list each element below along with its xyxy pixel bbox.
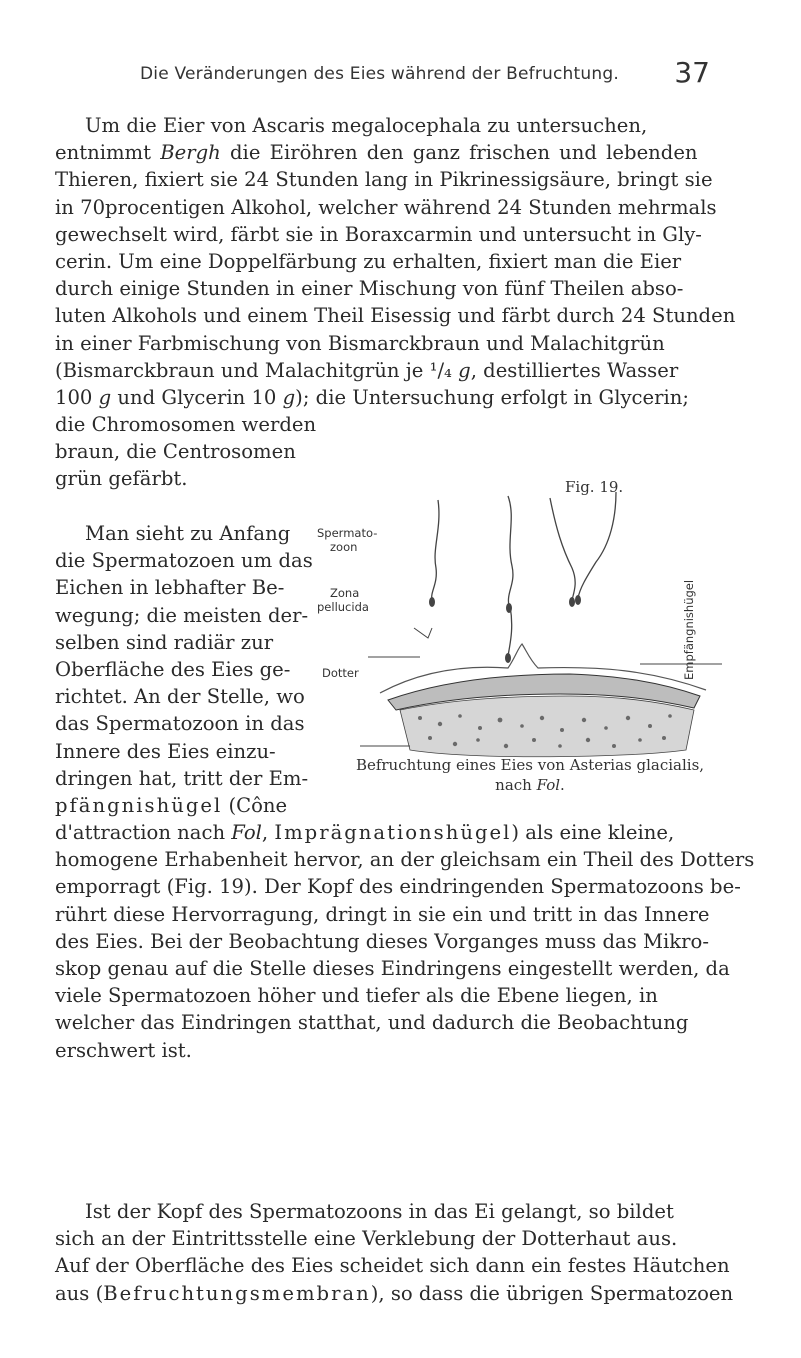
- spermatozoa-heads: [429, 595, 581, 663]
- text-line: Oberfläche des Eies ge-: [55, 657, 291, 681]
- text-line: skop genau auf die Stelle dieses Eindringens eingestellt werden, da: [55, 957, 730, 980]
- caption-author: Fol: [536, 776, 561, 794]
- text-line: grün gefärbt.: [55, 467, 188, 491]
- text-line: entnimmt Bergh die Eiröhren den ganz frischen und lebenden: [55, 141, 698, 165]
- text-line: pfängnishügel (Cône: [55, 793, 288, 817]
- label-spermatozoon-2: zoon: [330, 540, 358, 554]
- leader-spermatozoon: [414, 628, 432, 638]
- text-line: 100 g und Glycerin 10 g); die Untersuchung erfolgt in Glycerin;: [55, 385, 689, 409]
- text-line: dringen hat, tritt der Em-: [55, 766, 309, 790]
- text-line: das Spermatozoon in das: [55, 712, 305, 736]
- text-line: Ist der Kopf des Spermatozoons in das Ei gelangt, so bildet: [85, 1200, 674, 1223]
- page-number: 37: [674, 56, 710, 89]
- text-line: wegung; die meisten der-: [55, 603, 309, 627]
- text-line: durch einige Stunden in einer Mischung von fünf Theilen abso-: [55, 277, 684, 301]
- text-line: (Bismarckbraun und Malachitgrün je ¹/₄ g, destilliertes Wasser: [55, 358, 679, 382]
- figure-caption: Befruchtung eines Eies von Asterias glacialis, nach Fol.: [355, 756, 705, 794]
- running-header: [120, 58, 710, 94]
- text-line: Innere des Eies einzu-: [55, 739, 276, 763]
- label-empfaengnishuegel: Empfängnishügel: [682, 579, 696, 680]
- text-line: die Chromosomen werden: [55, 413, 317, 437]
- text-line: viele Spermatozoen höher und tiefer als die Ebene liegen, in: [55, 984, 658, 1008]
- spermatozoa-tails: [432, 492, 616, 656]
- text-line: d'attraction nach Fol, Imprägnationshügel) als eine kleine,: [55, 821, 675, 845]
- sperm-head: [575, 595, 581, 605]
- spermatozoon-5: [508, 606, 512, 656]
- paragraph-1: [55, 112, 736, 496]
- text-line: selben sind radiär zur: [55, 630, 274, 654]
- author-name: Bergh: [160, 141, 221, 165]
- text-line: luten Alkohols und einem Theil Eisessig und färbt durch 24 Stunden: [55, 304, 736, 328]
- text-line: gewechselt wird, färbt sie in Boraxcarmin und untersucht in Gly-: [55, 222, 702, 246]
- term-empfaengnishuegel: pfängnishügel: [55, 793, 223, 817]
- text-line: homogene Erhabenheit hervor, an der gleichsam ein Theil des Dotters: [55, 848, 755, 872]
- caption-line-1: Befruchtung eines Eies von Asterias glacialis,: [355, 756, 705, 774]
- text-line: die Spermatozoen um das: [55, 549, 313, 573]
- text-line: aus (Befruchtungsmembran), so dass die übrigen Spermatozoen: [55, 1281, 734, 1305]
- caption-line-2: nach: [495, 776, 537, 794]
- text-line: Auf der Oberfläche des Eies scheidet sich dann ein festes Häutchen: [55, 1254, 730, 1278]
- text-line: sich an der Eintrittsstelle eine Verklebung der Dotterhaut aus.: [55, 1227, 678, 1251]
- figure-19: [310, 478, 750, 758]
- sperm-head: [429, 597, 435, 607]
- text-line: rührt diese Hervorragung, dringt in sie ein und tritt in das Innere: [55, 902, 710, 926]
- label-zona-1: Zona: [330, 586, 360, 600]
- text-line: braun, die Centrosomen: [55, 440, 296, 464]
- text-line: welcher das Eindringen statthat, und dadurch die Beobachtung: [55, 1011, 689, 1035]
- running-title: Die Veränderungen des Eies während der Befruchtung.: [140, 64, 619, 84]
- figure-number: Fig. 19.: [565, 478, 624, 496]
- paragraph-3: [55, 1198, 733, 1307]
- text-line: Eichen in lebhafter Be-: [55, 576, 285, 600]
- spermatozoon-4: [578, 492, 616, 598]
- text-line: des Eies. Bei der Beobachtung dieses Vorganges muss das Mikro-: [55, 929, 709, 953]
- text-line: richtet. An der Stelle, wo: [55, 685, 305, 709]
- text-line: Man sieht zu Anfang: [85, 522, 291, 545]
- label-dotter: Dotter: [322, 666, 359, 680]
- spermatozoon-3: [550, 498, 575, 600]
- text-line: in einer Farbmischung von Bismarckbraun und Malachitgrün: [55, 331, 665, 355]
- term-impraegnationshuegel: Imprägnationshügel: [274, 821, 512, 845]
- term-befruchtungsmembran: Befruchtungsmembran: [103, 1281, 371, 1305]
- text-line: Um die Eier von Ascaris megalocephala zu untersuchen,: [85, 114, 648, 137]
- spermatozoon-2: [508, 496, 513, 606]
- spermatozoon-1: [432, 500, 439, 600]
- label-zona-2: pellucida: [317, 600, 369, 614]
- sperm-head: [506, 603, 512, 613]
- label-spermatozoon-1: Spermato-: [317, 526, 378, 540]
- text-line: emporragt (Fig. 19). Der Kopf des eindringenden Spermatozoons be-: [55, 875, 741, 899]
- text-line: erschwert ist.: [55, 1038, 192, 1062]
- sperm-head: [505, 653, 511, 663]
- sperm-head: [569, 597, 575, 607]
- text-line: cerin. Um eine Doppelfärbung zu erhalten, fixiert man die Eier: [55, 249, 682, 273]
- text-line: Thieren, fixiert sie 24 Stunden lang in Pikrinessigsäure, bringt sie: [55, 168, 713, 192]
- text-line: in 70procentigen Alkohol, welcher während 24 Stunden mehrmals: [55, 195, 717, 219]
